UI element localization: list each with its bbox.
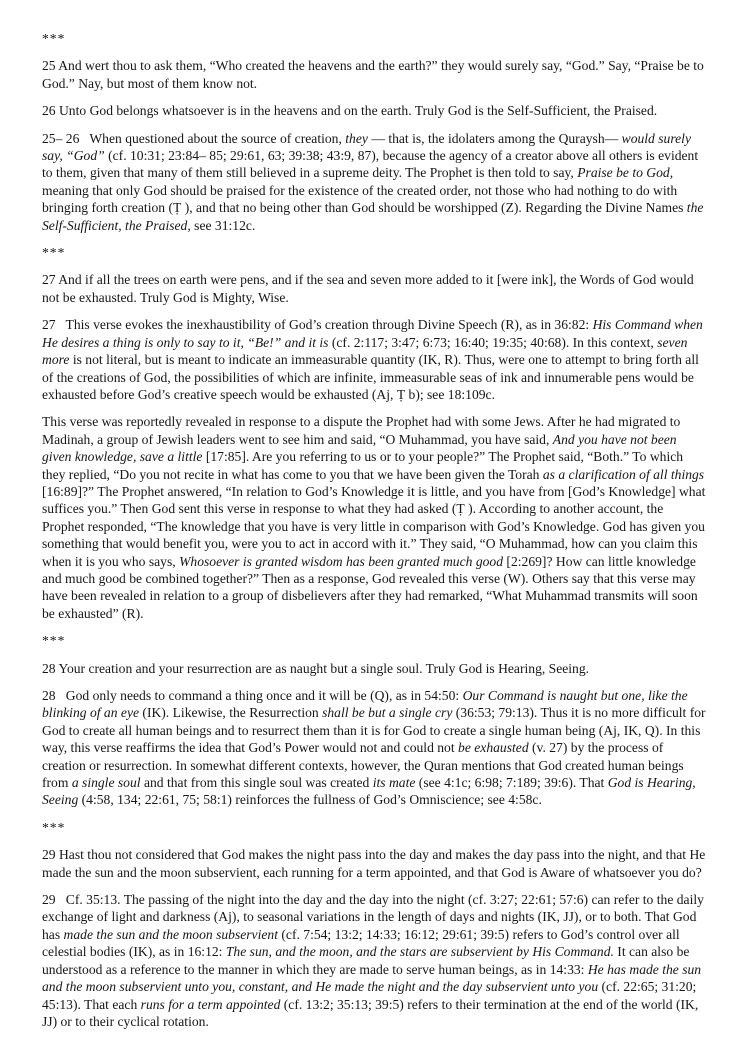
text-run: Our Command is naught but one, like the blinking of an eye bbox=[42, 688, 692, 721]
text-run: made the sun and the moon subservient bbox=[63, 926, 278, 942]
text-run: would surely say, “God” bbox=[42, 130, 695, 164]
text-run: Whosoever is granted wisdom has been granted much good bbox=[179, 553, 504, 569]
text-run: This verse was reportedly revealed in response to a dispute the Prophet had with some Jews. After he had migrated to Madinah, a group of Jewish leaders went to see him and said, “O Muhammad, you have said, bbox=[42, 414, 684, 447]
text-run: He has made the sun and the moon subservient unto you, constant, and He made the night and the day subservient unto you bbox=[42, 961, 705, 995]
commentary-28 bbox=[42, 687, 707, 809]
text-run: [2:269]? How can little knowledge and much good be combined together?” Then as a response, God revealed this verse (W). Others say that this verse may have been revealed in relation to a group of disbelievers after they had remarked, “What Muhammad transmits will soon be exhausted” (R). bbox=[42, 553, 702, 621]
text-run: (v. 27) by the process of creation or resurrection. In somewhat different contexts, however, the Quran mentions that God created human beings from bbox=[42, 740, 688, 791]
text-run: 25 And wert thou to ask them, “Who created the heavens and the earth?” they would surely say, “God.” Say, “Praise be to God.” Nay, but most of them know not. bbox=[42, 58, 708, 91]
text-run: the Self-Sufficient, the Praised, bbox=[42, 200, 707, 233]
text-run: 27 This verse evokes the inexhaustibility of God’s creation through Divine Speech (R), as in 36:82: bbox=[42, 317, 593, 333]
text-run: (cf. 22:65; 31:20; 45:13). That each bbox=[42, 979, 700, 1012]
text-run: 27 And if all the trees on earth were pens, and if the sea and seven more added to it [were ink], the Words of God would not be exhausted. Truly God is Mighty, Wise. bbox=[42, 272, 698, 305]
commentary-27 bbox=[42, 316, 707, 403]
commentary-29 bbox=[42, 891, 707, 1030]
text-run: (IK). Likewise, the Resurrection bbox=[139, 705, 323, 721]
text-run: runs for a term appointed bbox=[140, 996, 281, 1012]
text-run: shall be but a single cry bbox=[322, 705, 453, 721]
text-run: (cf. 10:31; 23:84– 85; 29:61, 63; 39:38; 43:9, 87), because the agency of a creator above all others is evident to them, given that many of them still believed in a supreme deity. The Prophet is then told to say, bbox=[42, 148, 702, 181]
text-run: The sun, and the moon, and the stars are subservient by His Command. bbox=[225, 944, 614, 960]
text-run: (cf. 13:2; 35:13; 39:5) refers to their termination at the end of the world (IK, JJ) or to their cyclical rotation. bbox=[42, 996, 702, 1029]
text-run: (see 4:1c; 6:98; 7:189; 39:6). That bbox=[415, 775, 608, 791]
text-run: seven more bbox=[42, 334, 691, 368]
text-run: 26 Unto God belongs whatsoever is in the heavens and on the earth. Truly God is the Self-Sufficient, the Praised. bbox=[42, 103, 658, 119]
text-run: 29 Hast thou not considered that God makes the night pass into the day and makes the day pass into the night, and that He made the sun and the moon subservient, each running for a term appointed, and that God is Aware of whatsoever you do? bbox=[42, 847, 709, 880]
text-run: (cf. 2:117; 3:47; 6:73; 16:40; 19:35; 40:68). In this context, bbox=[328, 334, 658, 350]
verse-29-text bbox=[42, 846, 707, 881]
text-run: (cf. 7:54; 13:2; 14:33; 16:12; 29:61; 39:5) refers to God’s control over all celestial bodies (IK), as in 16:12: bbox=[42, 926, 684, 960]
text-run: His Command when He desires a thing is only to say to it, “Be!” and it is bbox=[42, 317, 707, 350]
commentary-27-revelation-account bbox=[42, 413, 707, 622]
text-run: Praise be to God, bbox=[577, 165, 674, 181]
text-run: 28 Your creation and your resurrection are as naught but a single soul. Truly God is Hearing, Seeing. bbox=[42, 660, 590, 676]
text-run: they bbox=[345, 130, 368, 146]
section-separator: *** bbox=[42, 633, 66, 649]
verse-25-text bbox=[42, 57, 707, 92]
text-run: (36:53; 79:13). Thus it is no more difficult for God to create all human beings and to resurrect them than it is for God to create a single human being (Aj, IK, Q). In this way, this verse reaffirms the idea that God’s Power would not and could not bbox=[42, 705, 709, 756]
text-run: see 31:12c. bbox=[190, 217, 256, 233]
verse-26-text bbox=[42, 102, 707, 119]
verse-27-text bbox=[42, 271, 707, 306]
text-run: and that from this single soul was created bbox=[140, 775, 373, 791]
text-run: its mate bbox=[372, 775, 416, 791]
text-run: 29 Cf. 35:13. The passing of the night into the day and the day into the night (cf. 3:27; 22:61; 57:6) can refer to the daily exchange of light and darkness (Aj), to seasonal variations in the length of days and nights (IK, JJ), or to both. That God has bbox=[42, 892, 708, 942]
section-separator: *** bbox=[42, 31, 66, 46]
text-run: God is Hearing, Seeing bbox=[42, 775, 700, 808]
commentary-25-26 bbox=[42, 130, 707, 234]
text-run: as a clarification of all things bbox=[542, 466, 705, 482]
text-run: And you have not been given knowledge, save a little bbox=[42, 431, 680, 465]
text-run: [17:85]. Are you referring to us or to your people?” The Prophet said, “Both.” To which they replied, “Do you not recite in what has come to you that we have been given the Torah bbox=[42, 449, 687, 482]
text-run: is not literal, but is meant to indicate an immeasurable quantity (IK, R). Thus, were one to attempt to bring forth all of the creations of God, the possibilities of which are infinite, immeasurable seas of ink and innumerable pens would be exhausted before God’s creative speech would be exhausted (Aj, Ṭ b); see 18:109c. bbox=[42, 352, 703, 402]
text-run: (4:58, 134; 22:61, 75; 58:1) reinforces the fullness of God’s Omniscience; see 4:58c. bbox=[78, 792, 542, 808]
text-run: 25– 26 When questioned about the source of creation, bbox=[42, 130, 346, 146]
verse-28-text bbox=[42, 660, 707, 677]
section-separator: *** bbox=[42, 245, 66, 261]
text-run: meaning that only God should be praised for the existence of the created order, not those who had nothing to do with bringing forth creation (Ṭ ), and that no being other than God should be worshipped (Z). Regarding the Divine Names bbox=[42, 165, 687, 216]
text-run: 28 God only needs to command a thing once and it will be (Q), as in 54:50: bbox=[42, 688, 463, 703]
text-run: [16:89]?” The Prophet answered, “In relation to God’s Knowledge it is little, and you have from [God’s Knowledge] what suffices you.” Then God sent this verse in response to what they had asked (Ṭ ). According to another account, the Prophet responded, “The knowledge that you have is very little in comparison with God’s Knowledge. God has given you something that would benefit you, were you to act in accord with it.” They said, “O Muhammad, how can you claim this when it is you who says, bbox=[42, 466, 709, 569]
text-run: — that is, the idolaters among the Quraysh— bbox=[367, 130, 622, 146]
section-separator: *** bbox=[42, 819, 66, 835]
text-run: be exhausted bbox=[458, 740, 529, 756]
text-run: It can also be understood as a reference to the manner in which they are made to serve human beings, as in 14:33: bbox=[42, 944, 693, 977]
text-run: a single soul bbox=[71, 775, 141, 791]
